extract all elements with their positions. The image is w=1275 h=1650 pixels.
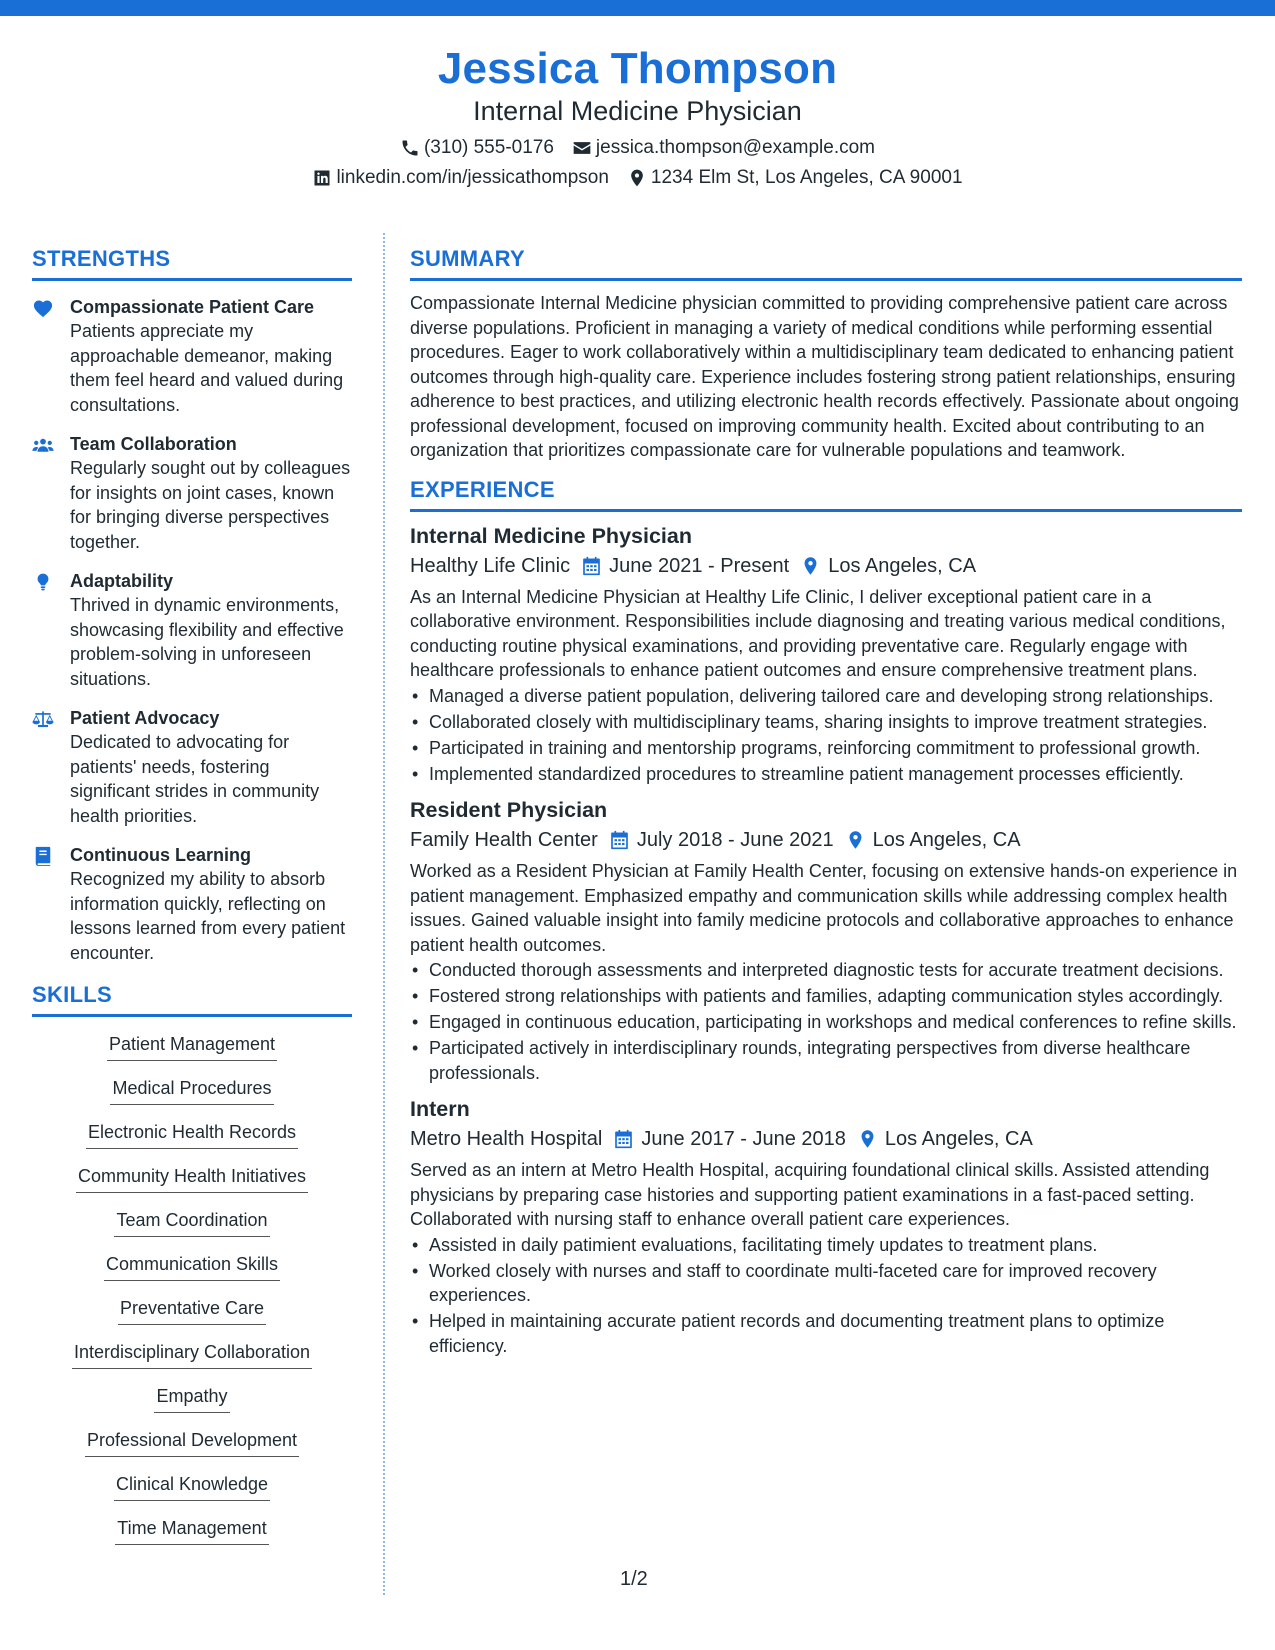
map-pin-icon [846, 830, 865, 850]
job-location: Los Angeles, CA [872, 829, 1021, 851]
strength-title: Continuous Learning [70, 845, 251, 865]
map-pin-icon [858, 1129, 877, 1149]
linkedin-icon [312, 168, 332, 188]
strength-desc: Regularly sought out by colleagues for insights on joint cases, known for bringing diverse perspectives together. [70, 458, 351, 552]
skill-tag: Medical Procedures [110, 1075, 273, 1105]
calendar-icon [582, 556, 601, 576]
job-description: Served as an intern at Metro Health Hospital, acquiring foundational clinical skills. Assisted attending physicians by preparing case histories and supporting patient examinations in a fast-paced setting. Collaborated with nursing staff to enhance overall patient care experiences. [410, 1160, 1210, 1229]
job-bullets [410, 958, 1242, 1085]
column-divider [383, 233, 385, 1595]
skill-tag: Community Health Initiatives [76, 1163, 308, 1193]
job-description: As an Internal Medicine Physician at Healthy Life Clinic, I deliver exceptional patient care in a collaborative environment. Responsibilities include diagnosing and treating various medical conditions, conducting routine physical examinations, and providing preventative care. Regularly engage with healthcare professionals to enhance patient outcomes and ensure comprehensive treatment plans. [410, 586, 1226, 680]
right-column [410, 244, 1242, 1360]
strength-title: Team Collaboration [70, 434, 237, 454]
candidate-role: Internal Medicine Physician [473, 96, 802, 126]
strength-desc: Patients appreciate my approachable demeanor, making them feel heard and valued during consultations. [70, 321, 344, 415]
phone-icon [400, 138, 420, 158]
job-company: Family Health Center [410, 829, 598, 851]
job-bullet: • Helped in maintaining accurate patient records and documenting treatment plans to optimize efficiency. [410, 1309, 1242, 1358]
map-pin-icon [627, 168, 647, 188]
skill-tag: Preventative Care [118, 1295, 266, 1325]
strength-title: Compassionate Patient Care [70, 297, 315, 317]
summary-heading: SUMMARY [410, 244, 1242, 281]
lightbulb-icon [32, 572, 54, 592]
page-number: 1/2 [620, 1568, 648, 1590]
job-meta [410, 825, 1242, 855]
strength-item [32, 432, 352, 554]
linkedin-text: linkedin.com/in/jessicathompson [336, 167, 609, 188]
strength-desc: Recognized my ability to absorb information quickly, reflecting on lessons learned from every patient encounter. [70, 869, 346, 963]
job-entry [410, 796, 1242, 1085]
job-company: Metro Health Hospital [410, 1128, 603, 1150]
skill-tag: Communication Skills [104, 1251, 280, 1281]
users-icon [32, 435, 54, 455]
strength-item [32, 295, 352, 417]
contact-row-2 [0, 163, 1275, 193]
top-accent-bar [0, 0, 1275, 16]
job-bullet: • Collaborated closely with multidisciplinary teams, sharing insights to improve treatment strategies. [410, 710, 1242, 735]
strength-item [32, 569, 352, 691]
job-meta [410, 1124, 1242, 1154]
skill-tag: Time Management [115, 1515, 268, 1545]
job-bullet: • Managed a diverse patient population, delivering tailored care and developing strong relationships. [410, 684, 1242, 709]
strength-item [32, 843, 352, 965]
contact-row-1 [0, 133, 1275, 163]
skill-tag: Empathy [154, 1383, 229, 1413]
job-title: Internal Medicine Physician [410, 523, 692, 548]
job-meta [410, 551, 1242, 581]
address-text: 1234 Elm St, Los Angeles, CA 90001 [650, 167, 963, 188]
skills-list [32, 1031, 352, 1559]
email-contact[interactable] [572, 133, 875, 163]
job-bullet: • Conducted thorough assessments and interpreted diagnostic tests for accurate treatment decisions. [410, 958, 1242, 983]
job-dates: July 2018 - June 2021 [636, 829, 834, 851]
skill-tag: Interdisciplinary Collaboration [72, 1339, 312, 1369]
strength-title: Patient Advocacy [70, 708, 220, 728]
job-location: Los Angeles, CA [884, 1128, 1033, 1150]
address-contact [627, 163, 963, 193]
candidate-name: Jessica Thompson [437, 44, 838, 93]
job-description: Worked as a Resident Physician at Family Health Center, focusing on extensive hands-on experience in patient management. Emphasized empathy and communication skills while addressing complex health issues. Gained valuable insight into family medicine protocols and collaborative approaches to enhance patient health outcomes. [410, 861, 1238, 955]
job-bullets [410, 1233, 1242, 1359]
email-text: jessica.thompson@example.com [595, 137, 875, 158]
phone-contact[interactable] [400, 133, 554, 163]
job-dates: June 2017 - June 2018 [641, 1128, 846, 1150]
job-bullet: • Participated in training and mentorship programs, reinforcing commitment to professional growth. [410, 736, 1242, 761]
job-bullet: • Worked closely with nurses and staff to coordinate multi-faceted care for improved recovery experiences. [410, 1259, 1242, 1308]
strength-desc: Dedicated to advocating for patients' needs, fostering significant strides in community health priorities. [70, 732, 320, 826]
job-entry [410, 1095, 1242, 1358]
job-entry [410, 522, 1242, 787]
job-location: Los Angeles, CA [828, 554, 977, 577]
heart-icon [32, 298, 54, 318]
strength-item [32, 706, 352, 828]
map-pin-icon [801, 556, 820, 576]
skill-tag: Clinical Knowledge [114, 1471, 270, 1501]
left-column [32, 244, 352, 1559]
calendar-icon [614, 1129, 633, 1149]
job-dates: June 2021 - Present [609, 554, 790, 577]
job-bullet: • Participated actively in interdisciplinary rounds, integrating perspectives from diverse healthcare professionals. [410, 1036, 1242, 1085]
skill-tag: Electronic Health Records [86, 1119, 298, 1149]
job-bullets [410, 684, 1242, 787]
resume-header [0, 42, 1275, 193]
phone-text: (310) 555-0176 [423, 137, 554, 158]
calendar-icon [610, 830, 629, 850]
scale-icon [32, 709, 54, 729]
skill-tag: Professional Development [85, 1427, 299, 1457]
experience-heading: EXPERIENCE [410, 475, 1242, 512]
linkedin-contact[interactable] [312, 163, 608, 193]
strength-desc: Thrived in dynamic environments, showcasing flexibility and effective problem-solving in unforeseen situations. [70, 595, 344, 689]
job-company: Healthy Life Clinic [410, 554, 571, 577]
skill-tag: Patient Management [107, 1031, 277, 1061]
strengths-list [32, 295, 352, 965]
job-bullet: • Fostered strong relationships with patients and families, adapting communication styles accordingly. [410, 984, 1242, 1009]
strength-title: Adaptability [70, 571, 174, 591]
summary-text: Compassionate Internal Medicine physician committed to providing comprehensive patient care across diverse populations. Proficient in managing a variety of medical conditions while performing essential procedures. Eager to work collaboratively within a multidisciplinary team dedicated to enhancing patient outcomes through high-quality care. Experience includes fostering strong patient relationships, ensuring adherence to best practices, and utilizing electronic health records effectively. Passionate about ongoing professional development, focused on improving community health. Excited about contributing to an organization that prioritizes compassionate care for vulnerable populations and teamwork. [410, 293, 1239, 460]
job-bullet: • Implemented standardized procedures to streamline patient management processes efficiently. [410, 762, 1242, 787]
strengths-heading: STRENGTHS [32, 244, 352, 281]
skill-tag: Team Coordination [114, 1207, 269, 1237]
book-icon [32, 846, 54, 866]
job-title: Resident Physician [410, 798, 608, 822]
job-title: Intern [410, 1097, 470, 1121]
skills-heading: SKILLS [32, 980, 352, 1017]
job-bullet: • Engaged in continuous education, participating in workshops and medical conferences to refine skills. [410, 1010, 1242, 1035]
job-bullet: • Assisted in daily patimient evaluations, facilitating timely updates to treatment plans. [410, 1233, 1242, 1258]
envelope-icon [572, 138, 592, 158]
